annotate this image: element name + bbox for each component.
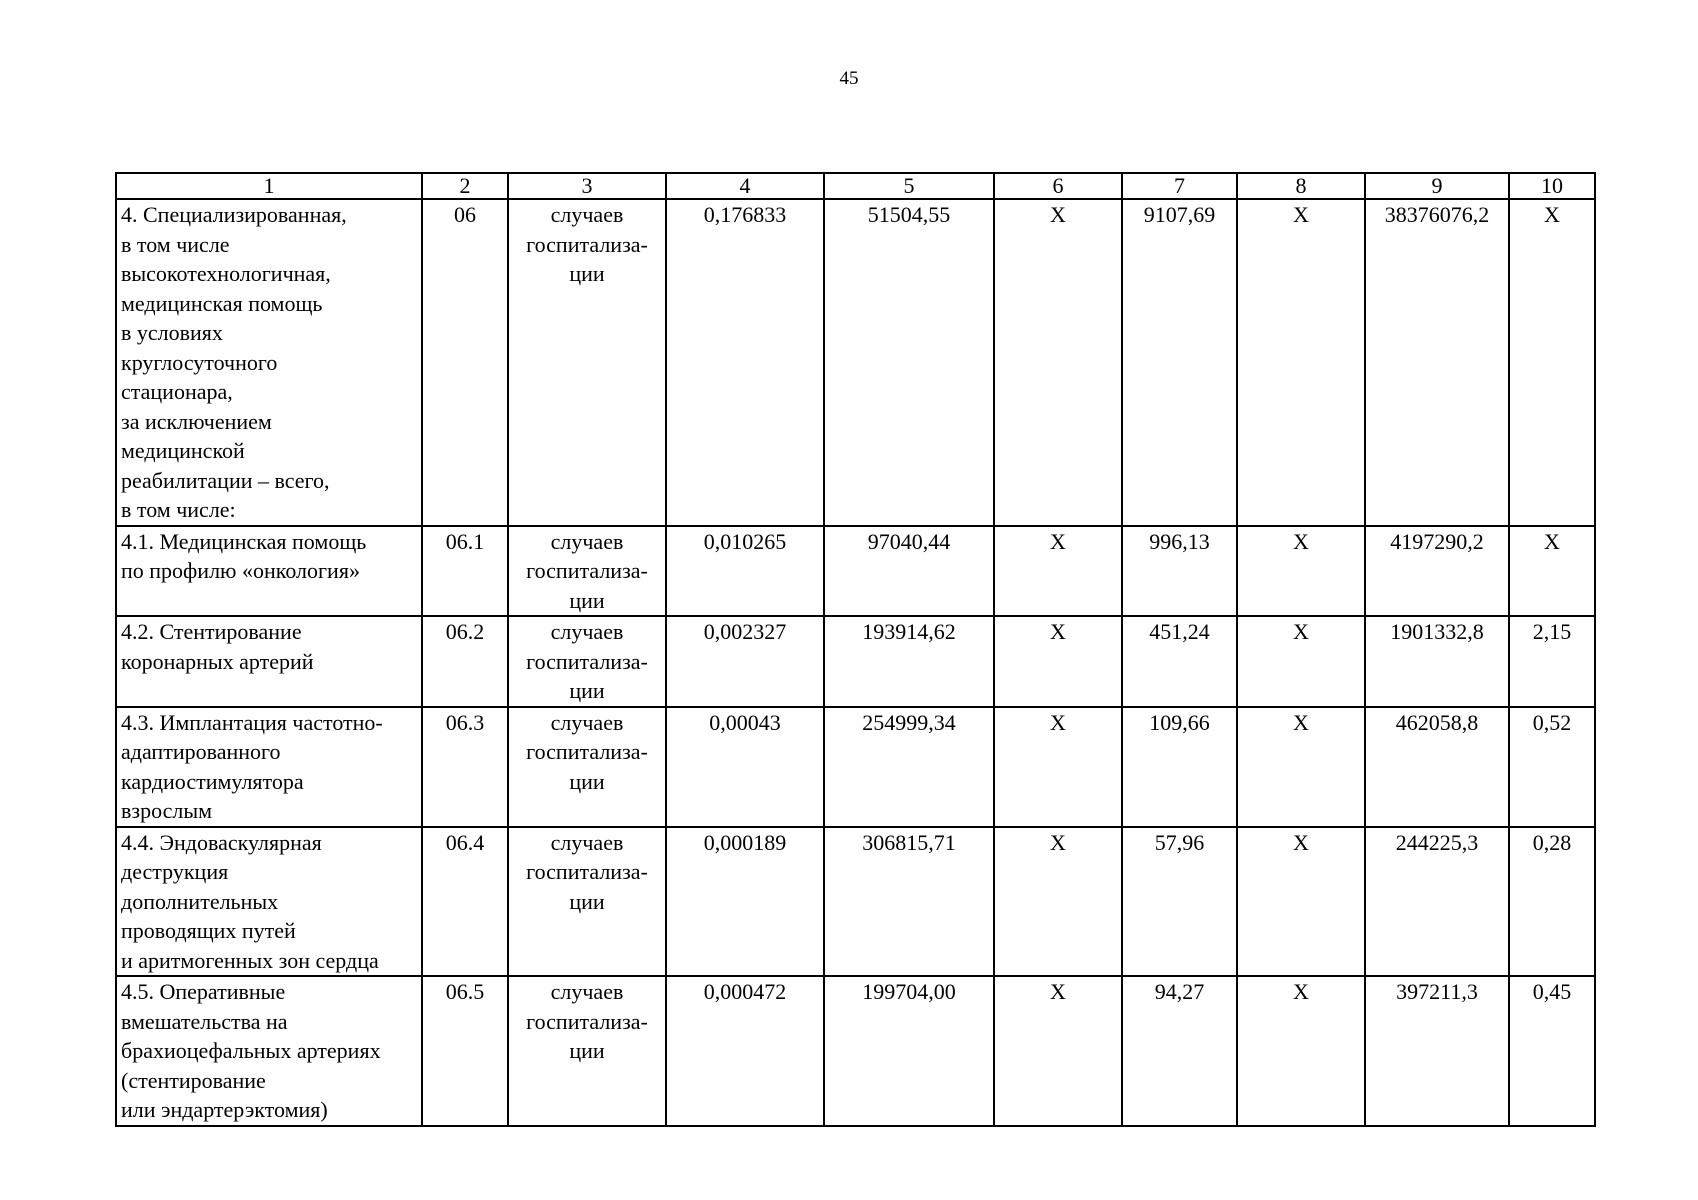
row-col4-cell: 0,00043 [666,707,824,827]
column-header: 4 [666,173,824,199]
row-name-cell [116,526,422,617]
data-table [115,172,1596,1127]
row-col4-cell: 0,002327 [666,616,824,707]
column-header: 9 [1365,173,1509,199]
row-unit-line: случаев [550,528,624,554]
row-name-cell [116,827,422,977]
page-number: 45 [839,68,859,89]
column-header: 2 [422,173,508,199]
row-col6-cell: X [994,707,1122,827]
row-col6-cell: X [994,526,1122,617]
row-name-line: 4.2. Стентирование [121,619,302,644]
column-header: 3 [508,173,666,199]
row-col7-cell: 996,13 [1122,526,1237,617]
row-name-line: реабилитации – всего, [121,467,330,493]
row-name-line: 4. Специализированная, [121,202,347,227]
row-col8-cell: X [1237,827,1365,977]
row-name-line: круглосуточного [121,349,278,375]
row-col4-cell: 0,176833 [666,199,824,526]
row-col8-cell: X [1237,707,1365,827]
table-row [116,827,1595,977]
row-unit-line: случаев [550,202,624,227]
column-header: 7 [1122,173,1237,199]
row-name-cell [116,707,422,827]
row-col7-cell: 57,96 [1122,827,1237,977]
row-name-line: брахиоцефальных артериях [121,1038,381,1063]
row-code-cell: 06 [422,199,508,526]
row-name-line: или эндартерэктомия) [121,1097,328,1122]
row-col8-cell: X [1237,976,1365,1126]
row-unit-line: госпитализа- [526,739,648,764]
row-name-line: за исключением [121,408,272,434]
row-col8-cell: X [1237,616,1365,707]
row-col5-cell: 97040,44 [824,526,994,617]
row-code-cell: 06.5 [422,976,508,1126]
row-col10-cell: 0,52 [1509,707,1595,827]
row-name-line: по профилю «онкология» [121,558,360,583]
row-code-cell: 06.4 [422,827,508,977]
row-unit-cell [508,526,666,617]
column-header: 8 [1237,173,1365,199]
row-col9-cell: 244225,3 [1365,827,1509,977]
row-unit-line: ции [569,678,605,703]
row-name-line: 4.5. Оперативные [121,979,286,1004]
row-col6-cell: X [994,199,1122,526]
row-unit-line: случаев [550,979,624,1004]
column-header: 5 [824,173,994,199]
row-col5-cell: 51504,55 [824,199,994,526]
row-col5-cell: 306815,71 [824,827,994,977]
row-col10-cell: 2,15 [1509,616,1595,707]
row-col7-cell: 9107,69 [1122,199,1237,526]
row-name-line: вмешательства на [121,1008,288,1034]
row-name-line: стационара, [121,379,233,404]
row-col6-cell: X [994,616,1122,707]
row-name-line: кардиостимулятора [121,768,304,794]
row-name-line: в том числе [121,231,230,257]
row-col4-cell: 0,010265 [666,526,824,617]
row-unit-line: госпитализа- [526,558,648,583]
row-code-cell: 06.1 [422,526,508,617]
row-col6-cell: X [994,976,1122,1126]
row-col4-cell: 0,000189 [666,827,824,977]
row-name-line: адаптированного [121,739,281,764]
row-unit-line: ции [569,1038,605,1063]
row-name-line: дополнительных [121,888,279,914]
row-col9-cell: 462058,8 [1365,707,1509,827]
row-col5-cell: 254999,34 [824,707,994,827]
row-col7-cell: 451,24 [1122,616,1237,707]
row-name-line: высокотехнологичная, [121,261,331,286]
row-unit-line: госпитализа- [526,1008,648,1034]
row-col10-cell: 0,45 [1509,976,1595,1126]
row-unit-cell [508,707,666,827]
row-name-cell [116,976,422,1126]
row-unit-cell [508,976,666,1126]
row-name-line: коронарных артерий [121,648,314,674]
row-code-cell: 06.3 [422,707,508,827]
column-header: 1 [116,173,422,199]
row-unit-cell [508,199,666,526]
row-col10-cell: X [1509,526,1595,617]
row-unit-cell [508,616,666,707]
row-col10-cell: 0,28 [1509,827,1595,977]
row-col9-cell: 1901332,8 [1365,616,1509,707]
row-name-line: деструкция [121,859,229,884]
table-row [116,616,1595,707]
row-col6-cell: X [994,827,1122,977]
row-name-cell [116,616,422,707]
row-code-cell: 06.2 [422,616,508,707]
row-col7-cell: 109,66 [1122,707,1237,827]
row-name-line: и аритмогенных зон сердца [121,947,379,973]
row-col4-cell: 0,000472 [666,976,824,1126]
row-unit-line: госпитализа- [526,231,648,257]
row-name-line: 4.3. Имплантация частотно- [121,709,383,735]
row-col10-cell: X [1509,199,1595,526]
row-unit-line: госпитализа- [526,859,648,884]
row-col8-cell: X [1237,199,1365,526]
row-unit-cell [508,827,666,977]
row-col9-cell: 397211,3 [1365,976,1509,1126]
row-name-line: медицинская помощь [121,290,323,316]
row-col7-cell: 94,27 [1122,976,1237,1126]
row-unit-line: ции [569,261,605,286]
column-header: 10 [1509,173,1595,199]
row-unit-line: ции [569,587,605,613]
row-col9-cell: 4197290,2 [1365,526,1509,617]
row-col9-cell: 38376076,2 [1365,199,1509,526]
row-unit-line: случаев [550,619,624,644]
row-unit-line: ции [569,768,605,794]
row-name-line: 4.1. Медицинская помощь [121,528,367,554]
table-row [116,707,1595,827]
table-row [116,199,1595,526]
row-col5-cell: 199704,00 [824,976,994,1126]
table-row [116,976,1595,1126]
row-name-cell [116,199,422,526]
table-header-row [116,173,1595,199]
row-col5-cell: 193914,62 [824,616,994,707]
row-name-line: (стентирование [121,1067,266,1093]
row-name-line: в том числе: [121,497,236,522]
row-unit-line: ции [569,888,605,914]
row-name-line: 4.4. Эндоваскулярная [121,829,322,855]
row-unit-line: случаев [550,709,624,735]
row-name-line: проводящих путей [121,918,296,943]
table-row [116,526,1595,617]
row-name-line: взрослым [121,798,213,823]
row-unit-line: случаев [550,829,624,855]
row-col8-cell: X [1237,526,1365,617]
row-name-line: медицинской [121,438,245,463]
row-name-line: в условиях [121,320,223,345]
column-header: 6 [994,173,1122,199]
row-unit-line: госпитализа- [526,648,648,674]
